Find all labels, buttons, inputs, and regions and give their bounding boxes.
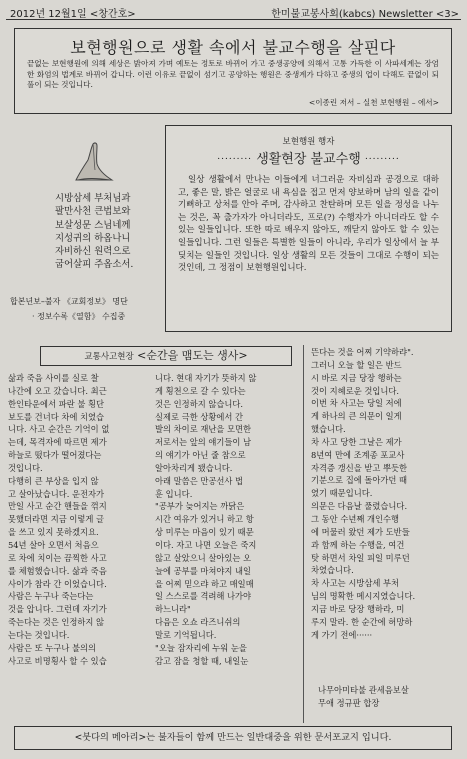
article-line: 의문은 다음날 풀렸습니다. — [311, 501, 408, 512]
article-line: 사이가 참라 간 이었습니다. — [8, 578, 107, 589]
feature-box — [165, 125, 452, 332]
article-line: 알아차리게 됐습니다. — [155, 462, 233, 473]
column-divider — [303, 345, 304, 723]
article-line: 죽는다는 것은 인정하지 않 — [8, 617, 105, 628]
article-line: 하느니라" — [155, 604, 191, 615]
article-line: 을 쓰고 있지 못하겠지요. — [8, 527, 99, 538]
feature-title: 생활현장 불교수행 — [256, 152, 361, 167]
poem-line: 보살성문 스님네께 — [55, 219, 131, 231]
article-line: 실제로 극한 상황에서 간 — [155, 411, 244, 422]
signature-line: 무애 정규판 합장 — [318, 697, 380, 708]
article-line: 일 스스로를 격려해 나가야 — [155, 591, 252, 602]
article-line: 는다는 것입니다. — [8, 629, 70, 640]
article-line: 뜬다는 것을 어찌 기약하랴". — [311, 347, 414, 357]
article-line: 훈 입니다. — [155, 488, 193, 499]
article-column-1 — [8, 372, 151, 667]
article-line: 게 횡천으로 갈 수 있다는 — [155, 385, 246, 396]
article-line: 차 사고 당한 그날은 제가 — [311, 436, 402, 447]
article-line: 것입니다. — [8, 462, 43, 473]
feature-title-row — [184, 148, 433, 167]
article-line: 과 함께 하는 수행을, 여건 — [311, 539, 405, 550]
article-line: 늘에 공부를 마쳐야지 내일 — [155, 565, 252, 576]
article-line: 말로 기억됩니다. — [155, 629, 217, 640]
article-line: 것은 인정하지 않습니다. — [155, 398, 244, 409]
intro-title: 보현행원으로 생활 속에서 불교수행을 살핀다 — [70, 38, 396, 57]
footer-note: <붓다의 메아리>는 불자들이 함께 만드는 일반대중을 위한 문서포교지 입니다. — [14, 726, 452, 750]
feature-body: 일상 생활에서 만나는 이들에게 너그러운 자비심과 공경으로 대하고, 좋은 말, 밝은 얼굴로 내 욕심을 접고 먼저 양보하며 남의 일을 같이 기뻐하고 상처를 안아 주며, 감사하고 찬탄하며 모든 일을 정성을 나누는 것은, 꼭 출가자가 아니더라도, 프로(?) 수행자가 아니더라도 할 수 있는 일들입니다. 또한 따로 배우지 않아도, 깨닫지 않아도 할 수 있는 일들입니다. 그런 일들은 특별한 일들이 아니라, 우리가 일상에서 늘 부딪치는 일들인 것입니다. 일상 생활의 모든 것들이 그대로 수행이 되는 것인데, 그 정점이 보현행원입니다. — [178, 175, 439, 274]
intro-source: <이종린 저서 – 실천 보현행원 – 에서> — [308, 98, 439, 107]
feature-subtitle: 보현행원 행자 — [282, 137, 335, 147]
article-line: 님의 명확한 메시지였습니다. — [311, 591, 416, 602]
article-line: 탓 하면서 차일 피일 미루던 — [311, 552, 410, 563]
article-line: 것이 지혜로운 것입니다. — [311, 385, 400, 396]
article-column-2 — [155, 372, 299, 667]
intro-body: 끝없는 보현행원에 의해 세상은 밝아져 가며 예토는 정토로 바뀌어 가고 중생공양에 의해서 고통 가득한 이 사파세계는 장엄한 화엄의 법계로 바뀌어 갑니다. 이런 이유로 끝없이 섬기고 공양하는 행원은 중생계가 다하고 중생의 업이 다해도 끝없이 되풀이 되는 것입니다. — [27, 59, 439, 89]
article-line: 사람은 또 누구나 불의의 — [8, 642, 97, 653]
article-line: 만일 사고 순간 핸들을 꺾지 — [8, 501, 107, 512]
article-line: "오늘 잠자리에 누워 눈을 — [155, 642, 247, 653]
article-line: 이다. 자고 나면 오늘은 죽지 — [155, 539, 257, 550]
article-line: 시간 여유가 있거니 하고 항 — [155, 514, 254, 525]
article-line: 않고 살았으니 살아있는 오 — [155, 552, 252, 563]
article-title: <순간을 맴도는 생사> — [137, 349, 248, 362]
article-line: 는데, 목격자에 따르면 제가 — [8, 437, 107, 448]
article-line: 에 머물러 왔던 제가 도반들 — [311, 526, 410, 537]
author-signature — [318, 684, 409, 710]
article-line: 을 어찌 믿으랴 하고 매일매 — [155, 578, 254, 589]
article-line: 그 동안 수년째 개인수행 — [311, 513, 400, 524]
article-line: 였기 때문입니다. — [311, 488, 373, 499]
article-line: 로 차에 치이는 끔찍한 사고 — [8, 552, 107, 563]
header-rule — [6, 19, 461, 20]
article-tag: 교통사고현장 — [84, 352, 134, 362]
article-line: 이번 차 사고는 당일 저에 — [311, 398, 402, 409]
article-line: 고 살아났습니다. 운전자가 — [8, 488, 105, 499]
article-line: 54년 살아 오면서 처음으 — [8, 539, 99, 550]
article-line: 게 하나의 큰 의문이 일게 — [311, 411, 402, 422]
credit-line: 합본년보–불자 《교회정보》 명단 — [10, 297, 128, 306]
article-line: 게 가기 전에······ — [311, 629, 373, 640]
article-line: 한인타운에서 파란 불 횡단 — [8, 398, 105, 409]
prayer-poem — [55, 192, 165, 272]
article-line: 사람은 누구나 죽는다는 — [8, 591, 94, 602]
article-line: 차 사고는 시방삼세 부처 — [311, 578, 400, 589]
article-line: 를 체험했습니다. 삶과 죽음 — [8, 565, 107, 576]
poem-line: 자비하신 원력으로 — [55, 246, 131, 258]
article-line: 못했더라면 지금 이렇게 글 — [8, 514, 105, 525]
article-line: 지금 바로 당장 행하라, 미 — [311, 603, 405, 614]
dot-leader: ········· — [217, 154, 253, 165]
article-line: 아래 말씀은 만공선사 법 — [155, 475, 244, 486]
article-line: 자격증 갱신을 받고 뿌듯한 — [311, 462, 408, 473]
article-line: 루지 말라. 한 순간에 허망하 — [311, 616, 413, 627]
article-line: 하늘로 떴다가 떨어졌다는 — [8, 450, 102, 461]
poem-line: 굽어살피 주옵소서. — [55, 259, 134, 271]
praying-hands-icon — [66, 140, 122, 184]
article-line: 기분으로 집에 돌아가던 때 — [311, 475, 408, 486]
intro-box — [14, 28, 452, 114]
poem-line: 시방삼세 부처님과 — [55, 193, 131, 204]
page-header — [0, 0, 467, 20]
article-line: 나간에 오고 갔습니다. 최근 — [8, 385, 107, 396]
credit-line: · 정보수록《열함》 수집중 — [32, 312, 126, 321]
article-line: 8년여 만에 조계종 포교사 — [311, 449, 405, 460]
article-line: 발의 차이로 재난을 모면한 — [155, 424, 252, 435]
article-line: 저로서는 앞의 얘기들이 남 — [155, 437, 252, 448]
article-line: 했습니다. — [311, 424, 346, 435]
article-line: 감고 잠을 청할 때, 내일눈 — [155, 655, 249, 666]
poem-line: 지성귀의 하옵나니 — [55, 232, 131, 244]
article-column-3 — [311, 346, 459, 641]
article-line: 다행히 큰 부상을 입지 않 — [8, 475, 99, 486]
article-line: 상 미루는 마음이 있기 때문 — [155, 527, 254, 538]
article-line: 의 얘기가 아닌 줄 참으로 — [155, 450, 246, 461]
article-line: 삶과 죽음 사이를 실로 찰 — [8, 373, 99, 383]
dot-leader: ········· — [364, 154, 400, 165]
poem-line: 팔만사천 큰법보와 — [55, 206, 131, 218]
signature-line: 나무아미타불 관세음보살 — [318, 685, 409, 695]
article-line: 것을 압니다. 그런데 자기가 — [8, 604, 107, 615]
article-line: 니다. 사고 순간은 기억이 없 — [8, 424, 110, 435]
article-line: 사고로 비명횡사 할 수 있습 — [8, 655, 107, 666]
article-line: 그러니 오늘 할 일은 반드 — [311, 359, 402, 370]
issue-date: 2012년 12월1일 <창간호> — [10, 9, 136, 20]
article-line: 다음은 오쇼 라즈니쉬의 — [155, 617, 241, 628]
article-line: 보도를 건너다 차에 치였습 — [8, 411, 105, 422]
article-line: "공부가 늦어지는 까닭은 — [155, 501, 245, 512]
article-line: 차였습니다. — [311, 565, 354, 576]
article-line: 시 바로 지금 당장 행하는 — [311, 372, 402, 383]
newsletter-name: 한미불교봉사회(kabcs) Newsletter <3> — [271, 9, 459, 20]
article-line: 니다. 현대 자기가 뜻하지 않 — [155, 373, 257, 383]
article-title-box — [40, 346, 292, 366]
